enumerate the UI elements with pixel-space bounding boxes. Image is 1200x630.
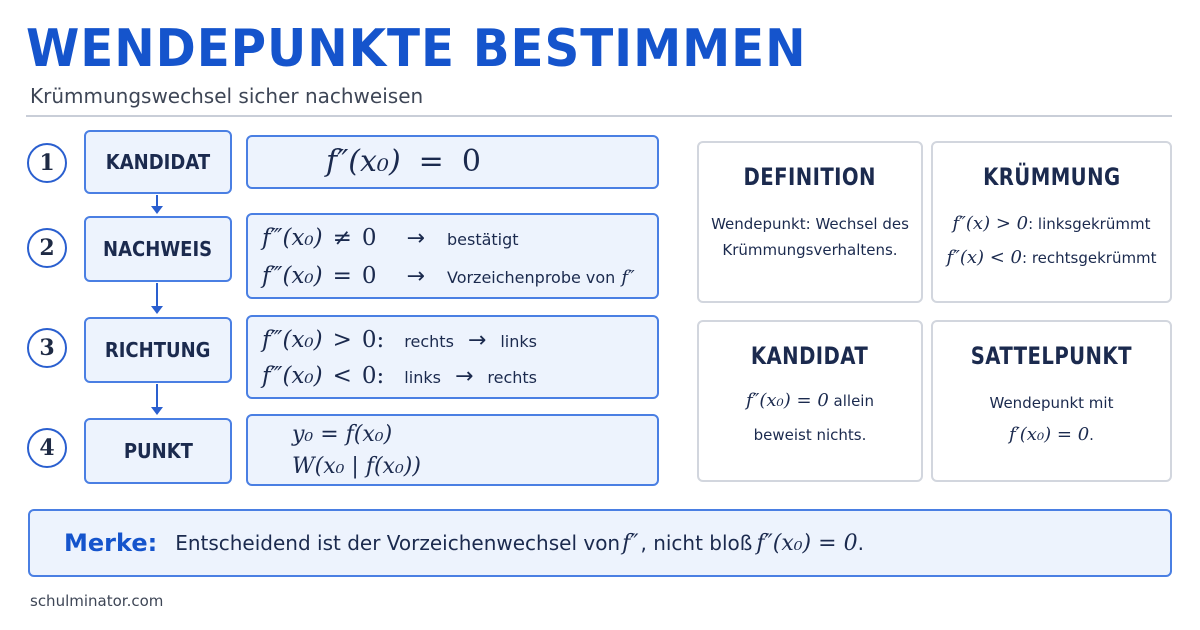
- footer-source: schulminator.com: [30, 592, 164, 610]
- merke-banner: [28, 509, 1172, 577]
- right-arrow-icon: →: [454, 364, 474, 389]
- card-title: DEFINITION: [743, 163, 877, 191]
- formula-rhs: 0: [361, 263, 377, 289]
- step-box-kandidat: [84, 130, 232, 194]
- card-text-line: beweist nichts.: [753, 426, 867, 444]
- card-row: [933, 422, 1170, 448]
- formula-row: [262, 263, 635, 289]
- merke-text: Entscheidend ist der Vorzeichenwechsel von: [175, 531, 621, 555]
- card-text-line: Krümmungsverhaltens.: [722, 241, 898, 259]
- right-arrow-icon: →: [406, 226, 425, 251]
- card-sattelpunkt: [931, 320, 1172, 482]
- card-math: f″(x) > 0: [952, 213, 1029, 234]
- formula-note: Vorzeichenprobe von: [446, 268, 616, 287]
- formula-note: bestätigt: [446, 230, 519, 249]
- card-math: f″(x) < 0: [946, 247, 1022, 268]
- step-label: RICHTUNG: [105, 338, 211, 362]
- card-math: f′(x₀) = 0: [1009, 424, 1090, 445]
- formula-lhs: f‴(x₀): [262, 225, 323, 251]
- merke-math: f″: [622, 530, 639, 556]
- step-number-2: 2: [27, 228, 67, 268]
- down-arrow-icon: [150, 195, 164, 215]
- merke-text: .: [857, 531, 864, 555]
- card-title: SATTELPUNKT: [970, 342, 1133, 370]
- page-subtitle: Krümmungswechsel sicher nachweisen: [30, 84, 424, 108]
- card-row: [933, 245, 1170, 271]
- direction-from: links: [404, 368, 441, 387]
- step-number-3: 3: [27, 328, 67, 368]
- formula-row: W(x₀ | f(x₀)): [292, 454, 421, 479]
- formula-box-nachweis: [246, 213, 659, 299]
- step-number-1: 1: [27, 143, 67, 183]
- formula-lhs: f‴(x₀): [262, 363, 323, 389]
- step-box-nachweis: [84, 216, 232, 282]
- formula-row: [262, 225, 519, 251]
- direction-to: links: [500, 332, 537, 351]
- formula-lhs: f″(x₀): [326, 144, 401, 179]
- formula-row: y₀ = f(x₀): [292, 422, 393, 447]
- step-label: NACHWEIS: [103, 237, 213, 261]
- down-arrow-icon: [150, 283, 164, 315]
- formula-row: [262, 363, 537, 389]
- card-math: f″(x₀) = 0: [746, 390, 829, 411]
- header-divider: [26, 115, 1172, 117]
- card-kruemmung: [931, 141, 1172, 303]
- step-box-punkt: [84, 418, 232, 484]
- formula-rhs: 0:: [361, 363, 385, 389]
- formula-operator: =: [332, 263, 352, 289]
- card-text-line: Wendepunkt mit: [989, 394, 1114, 412]
- merke-text: , nicht bloß: [640, 531, 753, 555]
- formula-box-kandidat: [246, 135, 659, 189]
- formula-lhs: f‴(x₀): [262, 263, 323, 289]
- page-title: WENDEPUNKTE BESTIMMEN: [26, 19, 807, 79]
- down-arrow-icon: [150, 384, 164, 416]
- right-arrow-icon: →: [406, 264, 425, 289]
- card-kandidat: [697, 320, 923, 482]
- card-row: [699, 388, 921, 414]
- formula-rhs: 0: [461, 144, 481, 179]
- card-row-text: .: [1089, 426, 1094, 444]
- card-row: [933, 211, 1170, 237]
- formula-rhs: 0:: [361, 327, 385, 353]
- step-label: KANDIDAT: [105, 150, 211, 174]
- merke-math: f″(x₀) = 0: [756, 530, 858, 556]
- formula-operator: =: [418, 144, 444, 179]
- formula-note-math: f″: [621, 267, 635, 288]
- formula-rhs: 0: [361, 225, 377, 251]
- formula-row: [262, 327, 537, 353]
- step-label: PUNKT: [123, 439, 193, 463]
- card-title: KRÜMMUNG: [982, 163, 1121, 191]
- card-row-text: allein: [828, 392, 874, 410]
- card-text-line: Wendepunkt: Wechsel des: [711, 215, 909, 233]
- formula-operator: >: [332, 327, 352, 353]
- step-number-4: 4: [27, 428, 67, 468]
- formula-operator: ≠: [332, 225, 352, 251]
- formula-lhs: f‴(x₀): [262, 327, 323, 353]
- merke-label: Merke:: [64, 529, 158, 557]
- card-row-text: : linksgekrümmt: [1028, 215, 1151, 233]
- card-row-text: : rechtsgekrümmt: [1022, 249, 1157, 267]
- formula-operator: <: [332, 363, 352, 389]
- direction-from: rechts: [404, 332, 454, 351]
- card-definition: [697, 141, 923, 303]
- card-title: KANDIDAT: [751, 342, 869, 370]
- formula-box-punkt: [246, 414, 659, 486]
- step-box-richtung: [84, 317, 232, 383]
- right-arrow-icon: →: [467, 328, 487, 353]
- direction-to: rechts: [487, 368, 537, 387]
- formula-box-richtung: [246, 315, 659, 399]
